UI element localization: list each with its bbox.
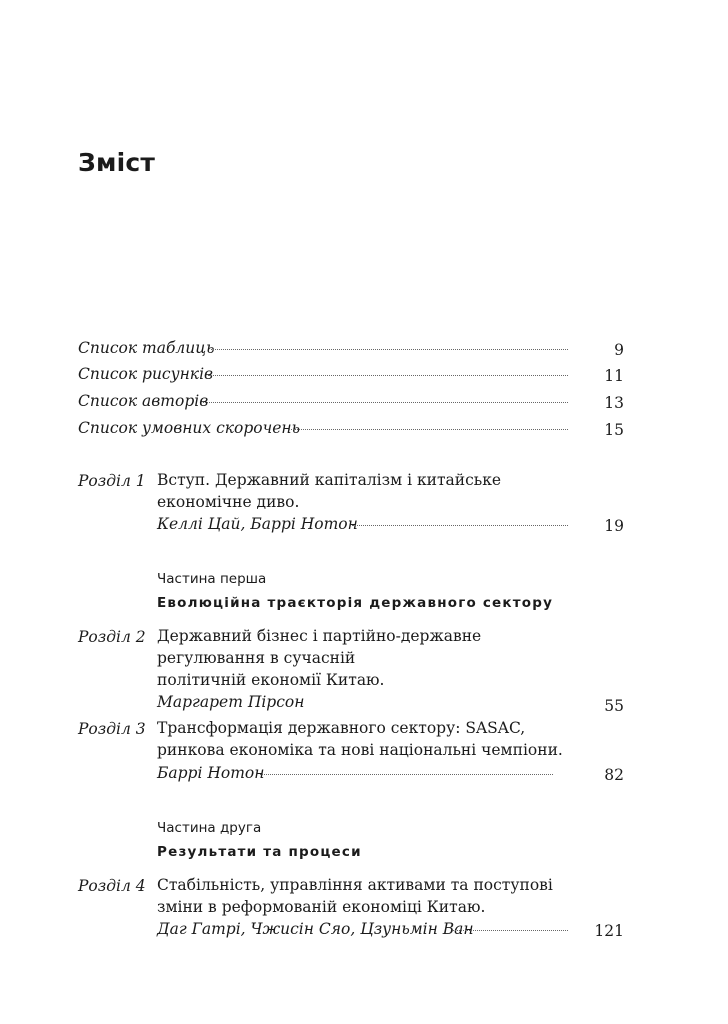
toc-page-number: 19 xyxy=(604,517,624,535)
toc-page-number: 121 xyxy=(594,922,624,940)
chapter-label: Розділ 4 xyxy=(78,877,146,895)
toc-page-number: 15 xyxy=(604,421,624,439)
chapter-authors: Келлі Цай, Баррі Нотон xyxy=(157,515,358,533)
toc-entry-label: Список рисунків xyxy=(78,365,214,383)
chapter-title-line: економічне диво. xyxy=(157,493,300,511)
chapter-title-line: ринкова економіка та нові національні чемпіони. xyxy=(157,741,563,759)
chapter-title-line: політичній економії Китаю. xyxy=(157,671,385,689)
dot-leader xyxy=(211,347,568,350)
chapter-title-line: зміни в реформованій економіці Китаю. xyxy=(157,898,486,916)
chapter-title-line: Державний бізнес і партійно-державне xyxy=(157,627,482,645)
dot-leader xyxy=(203,400,568,403)
dot-leader xyxy=(260,772,553,775)
toc-page-number: 9 xyxy=(614,341,624,359)
toc-page-number: 55 xyxy=(604,697,624,715)
chapter-label: Розділ 2 xyxy=(78,628,146,646)
toc-page-number: 11 xyxy=(604,367,624,385)
chapter-label: Розділ 3 xyxy=(78,720,146,738)
dot-leader xyxy=(289,427,568,430)
part-label: Частина друга xyxy=(157,820,262,836)
dot-leader xyxy=(352,523,568,526)
chapter-authors: Даг Гатрі, Чжисін Сяо, Цзуньмін Ван xyxy=(157,920,474,938)
chapter-title-line: Вступ. Державний капіталізм і китайське xyxy=(157,471,502,489)
part-title: Еволюційна траєкторія державного сектору xyxy=(157,595,554,611)
page-title: Зміст xyxy=(78,148,156,177)
toc-entry-label: Список таблиць xyxy=(78,339,215,357)
chapter-authors: Баррі Нотон xyxy=(157,764,265,782)
chapter-title-line: Стабільність, управління активами та поступові xyxy=(157,876,553,894)
dot-leader xyxy=(208,373,568,376)
toc-page-number: 82 xyxy=(604,766,624,784)
part-title: Результати та процеси xyxy=(157,844,362,860)
chapter-title-line: Трансформація державного сектору: SASAC, xyxy=(157,719,526,737)
chapter-label: Розділ 1 xyxy=(78,472,146,490)
toc-entry-label: Список умовних скорочень xyxy=(78,419,301,437)
dot-leader xyxy=(453,928,568,931)
chapter-title-line: регулювання в сучасній xyxy=(157,649,356,667)
toc-page-number: 13 xyxy=(604,394,624,412)
chapter-authors: Маргарет Пірсон xyxy=(157,693,305,711)
part-label: Частина перша xyxy=(157,571,267,587)
toc-entry-label: Список авторів xyxy=(78,392,209,410)
